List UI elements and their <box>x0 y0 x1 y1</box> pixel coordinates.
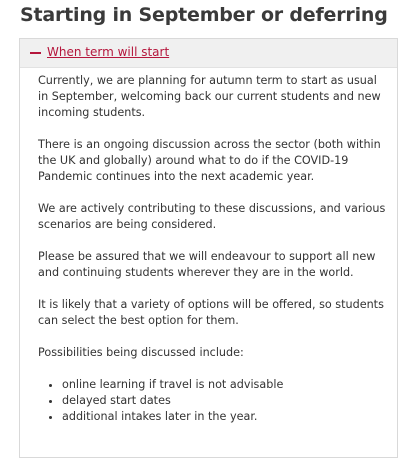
list-item: • online learning if travel is not advisable <box>62 377 386 393</box>
accordion-body <box>38 73 386 425</box>
list-item: • additional intakes later in the year. <box>62 409 386 425</box>
possibilities-list <box>38 377 386 425</box>
minus-icon[interactable] <box>30 52 41 54</box>
page-title: Starting in September or deferring <box>20 4 388 26</box>
paragraph: Please be assured that we will endeavour to support all new and continuing students wherever they are in the world. <box>38 250 376 279</box>
accordion-panel <box>19 38 398 458</box>
accordion-header-when-term-will-start[interactable] <box>20 39 397 68</box>
paragraph: We are actively contributing to these discussions, and various scenarios are being considered. <box>38 202 386 231</box>
accordion-title[interactable]: When term will start <box>47 45 170 59</box>
paragraph: It is likely that a variety of options will be offered, so students can select the best option for them. <box>38 298 384 327</box>
list-item: • delayed start dates <box>62 393 386 409</box>
paragraph: Possibilities being discussed include: <box>38 346 244 359</box>
paragraph: Currently, we are planning for autumn term to start as usual in September, welcoming back our current students and new incoming students. <box>38 74 381 119</box>
paragraph: There is an ongoing discussion across the sector (both within the UK and globally) around what to do if the COVID-19 Pandemic continues into the next academic year. <box>38 138 381 183</box>
